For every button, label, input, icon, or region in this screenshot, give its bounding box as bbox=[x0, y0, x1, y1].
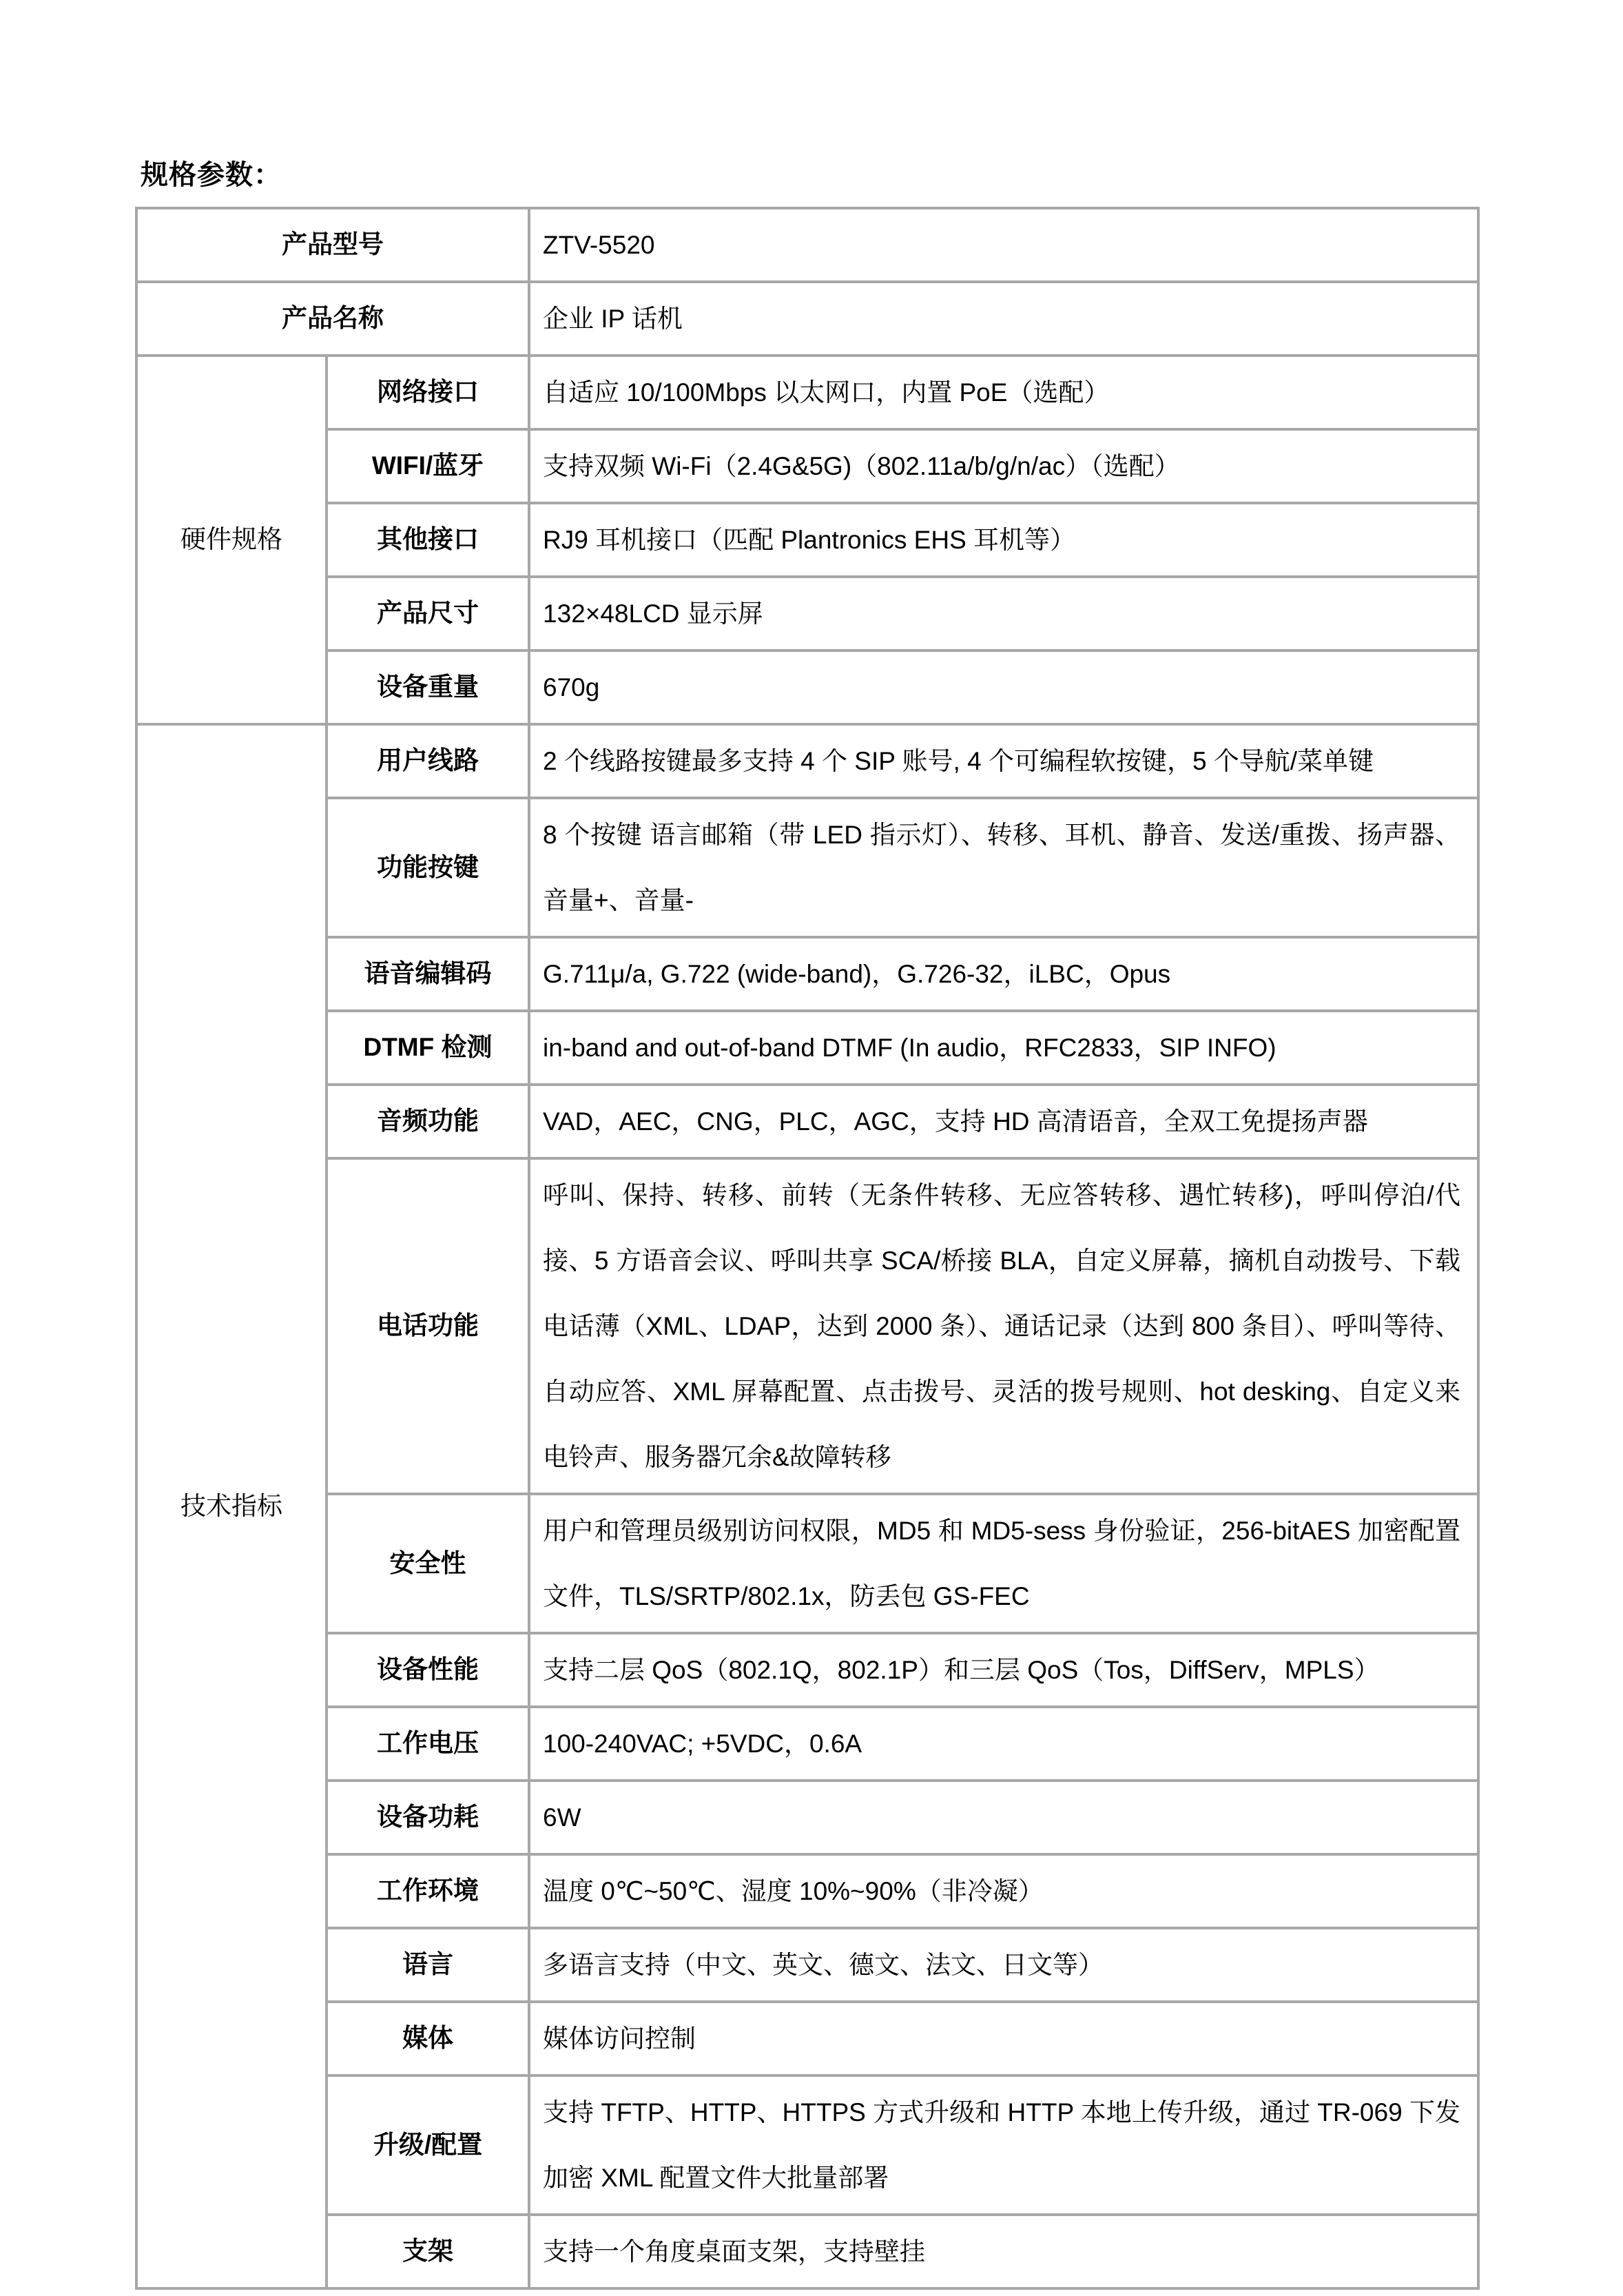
table-row bbox=[136, 2075, 1478, 2215]
label-language: 语言 bbox=[327, 1928, 529, 2002]
value-function-keys: 8 个按键 语言邮箱（带 LED 指示灯）、转移、耳机、静音、发送/重拨、扬声器、音量+、音量- bbox=[529, 798, 1478, 937]
table-row bbox=[136, 650, 1478, 724]
label-product-name: 产品名称 bbox=[136, 282, 529, 356]
value-network-interface: 自适应 10/100Mbps 以太网口，内置 PoE（选配） bbox=[529, 356, 1478, 429]
label-device-performance: 设备性能 bbox=[327, 1633, 529, 1707]
page-title: 规格参数： bbox=[141, 160, 282, 190]
label-upgrade-provisioning: 升级/配置 bbox=[327, 2075, 529, 2215]
label-operating-environment: 工作环境 bbox=[327, 1854, 529, 1928]
label-audio-features: 音频功能 bbox=[327, 1085, 529, 1158]
table-row bbox=[136, 937, 1478, 1011]
label-media: 媒体 bbox=[327, 2002, 529, 2075]
table-row bbox=[136, 282, 1478, 356]
value-product-size: 132×48LCD 显示屏 bbox=[529, 577, 1478, 650]
table-row bbox=[136, 577, 1478, 650]
value-upgrade-provisioning: 支持 TFTP、HTTP、HTTPS 方式升级和 HTTP 本地上传升级，通过 TR-069 下发加密 XML 配置文件大批量部署 bbox=[529, 2075, 1478, 2215]
value-product-model: ZTV-5520 bbox=[529, 208, 1478, 282]
table-row bbox=[136, 1928, 1478, 2002]
value-media: 媒体访问控制 bbox=[529, 2002, 1478, 2075]
section-label-technical-specs: 技术指标 bbox=[136, 724, 327, 2288]
value-device-weight: 670g bbox=[529, 650, 1478, 724]
label-product-size: 产品尺寸 bbox=[327, 577, 529, 650]
table-row bbox=[136, 1633, 1478, 1707]
value-power-consumption: 6W bbox=[529, 1781, 1478, 1854]
label-voice-codec: 语音编辑码 bbox=[327, 937, 529, 1011]
table-row bbox=[136, 356, 1478, 429]
table-row bbox=[136, 1158, 1478, 1494]
table-row bbox=[136, 798, 1478, 937]
label-other-interface: 其他接口 bbox=[327, 503, 529, 577]
label-call-features: 电话功能 bbox=[327, 1158, 529, 1494]
table-row bbox=[136, 1011, 1478, 1085]
label-dtmf-detection: DTMF 检测 bbox=[327, 1011, 529, 1085]
value-security: 用户和管理员级别访问权限，MD5 和 MD5-sess 身份验证，256-bitAES 加密配置文件，TLS/SRTP/802.1x，防丢包 GS-FEC bbox=[529, 1494, 1478, 1633]
section-label-hardware-specs: 硬件规格 bbox=[136, 356, 327, 724]
value-operating-voltage: 100-240VAC; +5VDC，0.6A bbox=[529, 1707, 1478, 1781]
table-row bbox=[136, 2002, 1478, 2075]
value-stand: 支持一个角度桌面支架，支持壁挂 bbox=[529, 2215, 1478, 2288]
value-user-lines: 2 个线路按键最多支持 4 个 SIP 账号, 4 个可编程软按键，5 个导航/菜单键 bbox=[529, 724, 1478, 798]
value-audio-features: VAD，AEC，CNG，PLC，AGC，支持 HD 高清语音，全双工免提扬声器 bbox=[529, 1085, 1478, 1158]
value-device-performance: 支持二层 QoS（802.1Q，802.1P）和三层 QoS（Tos，DiffServ，MPLS） bbox=[529, 1633, 1478, 1707]
label-operating-voltage: 工作电压 bbox=[327, 1707, 529, 1781]
value-wifi-bluetooth: 支持双频 Wi-Fi（2.4G&5G)（802.11a/b/g/n/ac）（选配） bbox=[529, 429, 1478, 503]
label-stand: 支架 bbox=[327, 2215, 529, 2288]
label-power-consumption: 设备功耗 bbox=[327, 1781, 529, 1854]
value-operating-environment: 温度 0℃~50℃、湿度 10%~90%（非冷凝） bbox=[529, 1854, 1478, 1928]
label-product-model: 产品型号 bbox=[136, 208, 529, 282]
table-row bbox=[136, 429, 1478, 503]
label-security: 安全性 bbox=[327, 1494, 529, 1633]
table-row bbox=[136, 1781, 1478, 1854]
table-row bbox=[136, 503, 1478, 577]
table-row bbox=[136, 1494, 1478, 1633]
value-call-features: 呼叫、保持、转移、前转（无条件转移、无应答转移、遇忙转移)，呼叫停泊/代接、5 方语音会议、呼叫共享 SCA/桥接 BLA，自定义屏幕，摘机自动拨号、下载电话薄（XML、LDAP，达到 2000 条）、通话记录（达到 800 条目）、呼叫等待、自动应答、XML 屏幕配置、点击拨号、灵活的拨号规则、hot desking、自定义来电铃声、服务器冗余&故障转移 bbox=[529, 1158, 1478, 1494]
value-product-name: 企业 IP 话机 bbox=[529, 282, 1478, 356]
value-other-interface: RJ9 耳机接口（匹配 Plantronics EHS 耳机等） bbox=[529, 503, 1478, 577]
value-dtmf-detection: in-band and out-of-band DTMF (In audio，RFC2833，SIP INFO) bbox=[529, 1011, 1478, 1085]
label-device-weight: 设备重量 bbox=[327, 650, 529, 724]
value-voice-codec: G.711μ/a, G.722 (wide-band)，G.726-32，iLBC，Opus bbox=[529, 937, 1478, 1011]
label-function-keys: 功能按键 bbox=[327, 798, 529, 937]
label-network-interface: 网络接口 bbox=[327, 356, 529, 429]
table-row bbox=[136, 1085, 1478, 1158]
label-user-lines: 用户线路 bbox=[327, 724, 529, 798]
table-row bbox=[136, 724, 1478, 798]
table-row bbox=[136, 1854, 1478, 1928]
table-row bbox=[136, 2215, 1478, 2288]
label-wifi-bluetooth: WIFI/蓝牙 bbox=[327, 429, 529, 503]
spec-table bbox=[135, 207, 1480, 2290]
table-row bbox=[136, 1707, 1478, 1781]
table-row bbox=[136, 208, 1478, 282]
value-language: 多语言支持（中文、英文、德文、法文、日文等） bbox=[529, 1928, 1478, 2002]
